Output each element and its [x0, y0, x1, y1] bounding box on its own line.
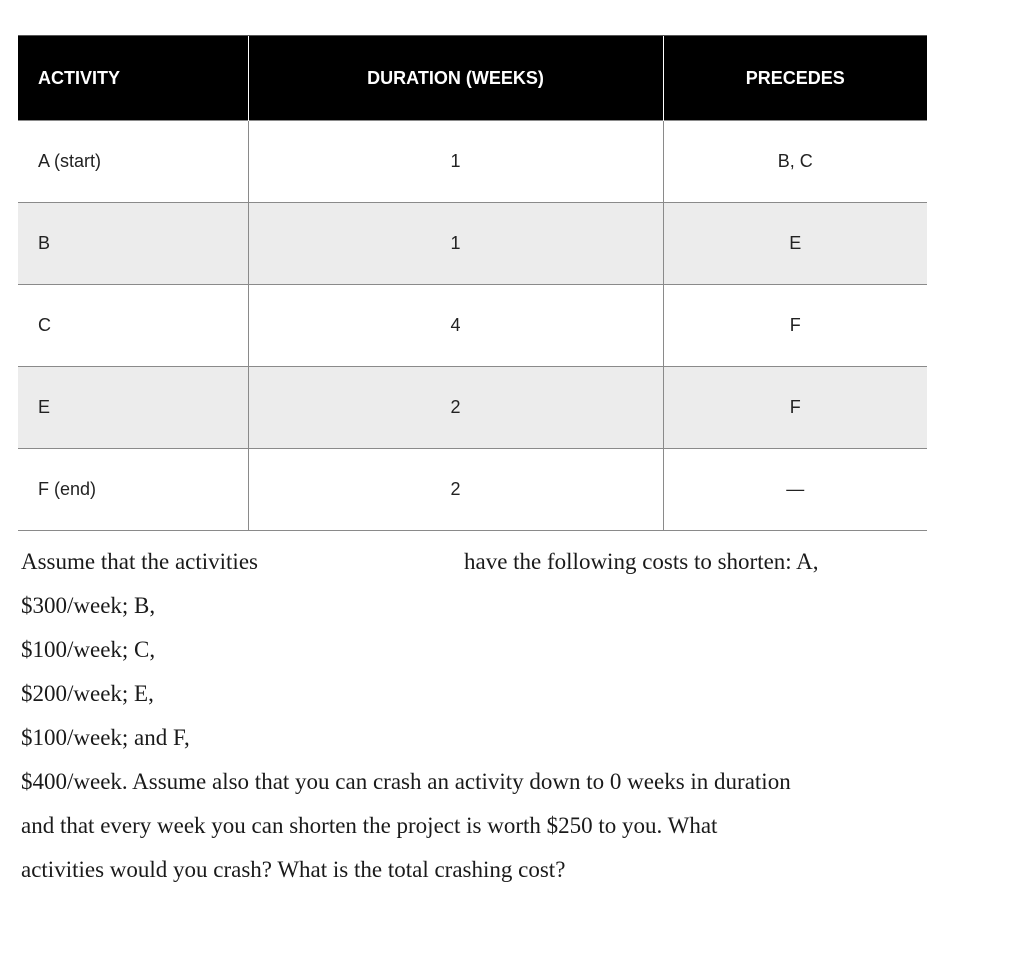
question-line: $100/week; and F, [21, 725, 190, 750]
activity-cell: E [18, 367, 248, 449]
table-row [18, 121, 927, 203]
activity-cell: F (end) [18, 449, 248, 531]
precedes-cell: B, C [663, 121, 927, 203]
duration-cell: 2 [248, 449, 663, 531]
duration-cell: 4 [248, 285, 663, 367]
table-row [18, 285, 927, 367]
duration-cell: 1 [248, 203, 663, 285]
precedes-cell: F [663, 367, 927, 449]
header-activity: ACTIVITY [18, 36, 248, 121]
table-row [18, 203, 927, 285]
question-line: $400/week. Assume also that you can crash an activity down to 0 weeks in duration [21, 769, 791, 794]
question-line: activities would you crash? What is the total crashing cost? [21, 857, 566, 882]
precedes-cell: F [663, 285, 927, 367]
activity-cell: A (start) [18, 121, 248, 203]
question-text [21, 540, 951, 892]
question-line: $300/week; B, [21, 593, 156, 618]
activity-cell: B [18, 203, 248, 285]
header-precedes: PRECEDES [663, 36, 927, 121]
table-header-row [18, 36, 927, 121]
question-line: $100/week; C, [21, 637, 156, 662]
question-line-start: Assume that the activities [21, 549, 258, 574]
header-duration: DURATION (WEEKS) [248, 36, 663, 121]
precedes-cell: — [663, 449, 927, 531]
table-row [18, 449, 927, 531]
table-row [18, 367, 927, 449]
question-line-end: have the following costs to shorten: A, [463, 549, 819, 574]
duration-cell: 2 [248, 367, 663, 449]
activity-cell: C [18, 285, 248, 367]
question-line: and that every week you can shorten the project is worth $250 to you. What [21, 813, 718, 838]
question-line: $200/week; E, [21, 681, 154, 706]
precedes-cell: E [663, 203, 927, 285]
question-line [21, 540, 951, 584]
activity-table [18, 35, 927, 531]
duration-cell: 1 [248, 121, 663, 203]
